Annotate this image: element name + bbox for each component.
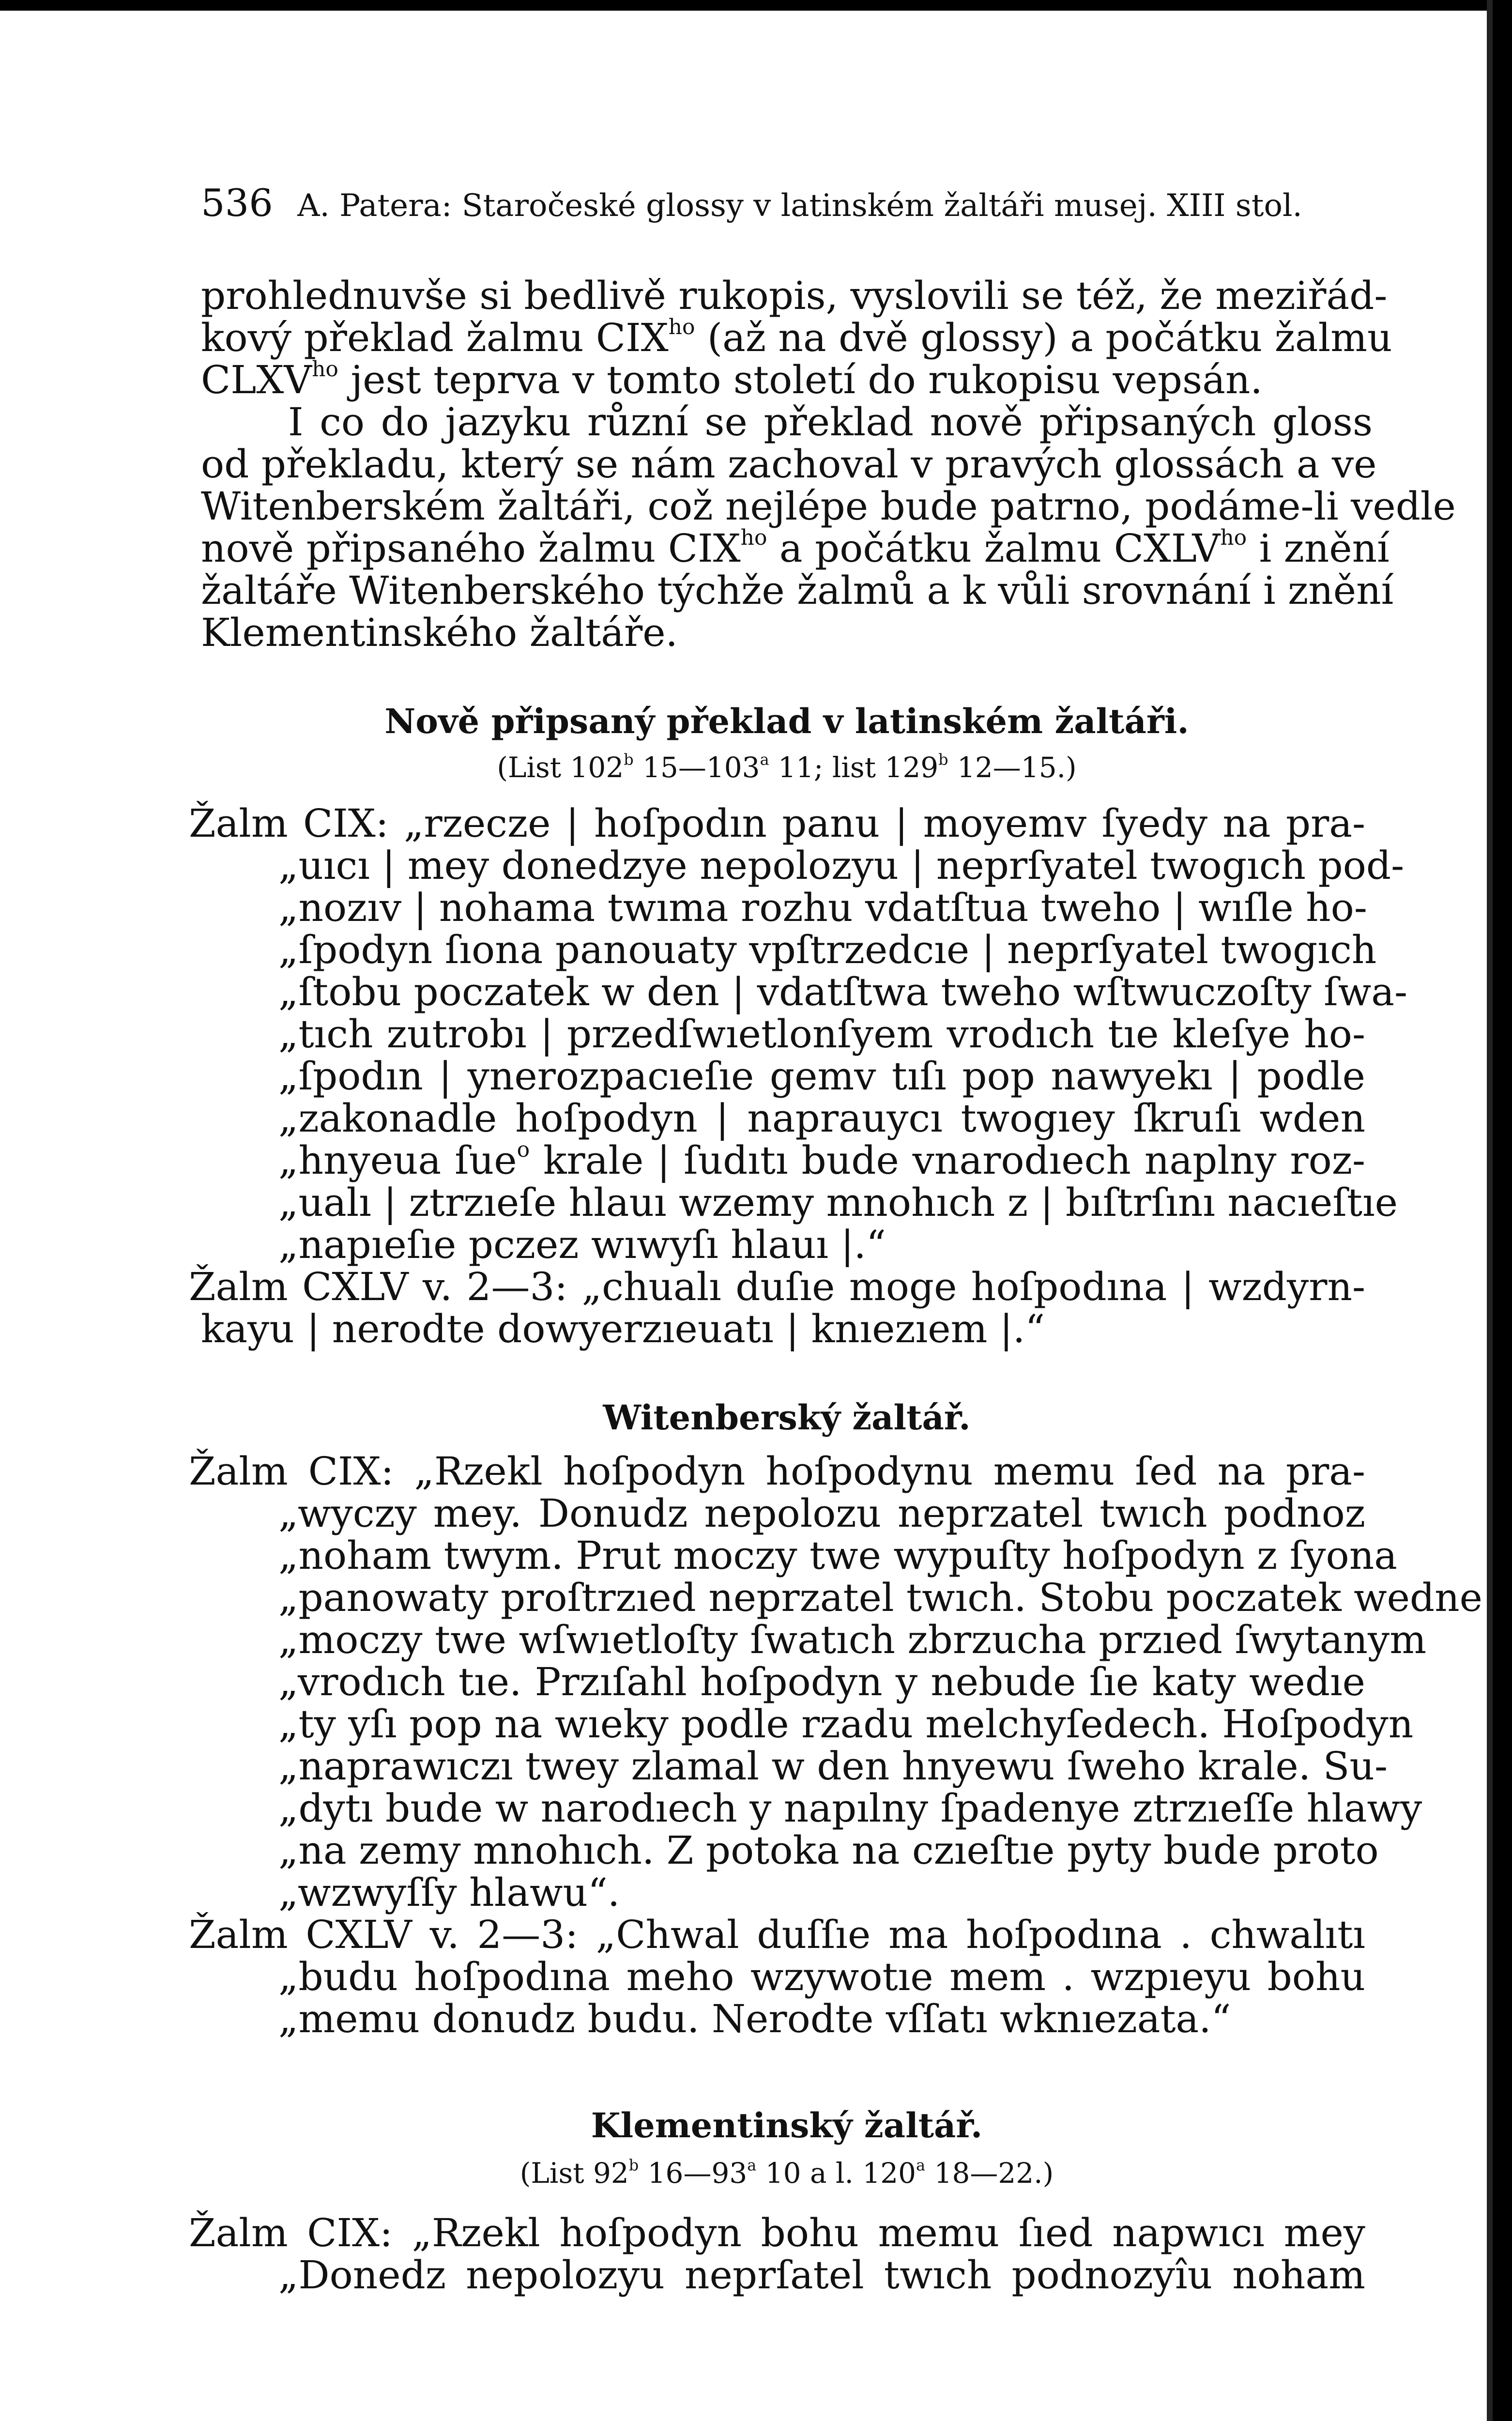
text-line: nově připsaného žalmu $CIX^{ho}$ a počátku žalmu $CXLV^{ho}$ i znění <box>201 525 1390 571</box>
text-line: Klementinského žaltáře. <box>201 610 678 655</box>
section-subheading: (List 102$^b$ 15—103$^a$ 11; list 129$^b$ 12—15.) <box>497 750 1077 784</box>
text-line: „budu hoſpodına meho wzywotıe mem . wzpıeyu bohu <box>278 1954 1365 1999</box>
text-line: Žalm CXLV v. 2—3: „Chwal duſſıe ma hoſpodına . chwalıtı <box>189 1912 1365 1957</box>
text-line: „uıcı | mey donedzye nepolozyu | neprſyatel twogıch pod- <box>278 843 1405 888</box>
text-line: Žalm CIX: „rzecze | hoſpodın panu | moyemv ſyedy na pra- <box>189 801 1365 846</box>
text-line: „ſpodın | ynerozpacıeſıe gemv tıſı pop nawyekı | podle <box>278 1054 1365 1099</box>
running-title: A. Patera: Staročeské glossy v latinském žaltáři musej. XIII stol. <box>297 188 1302 224</box>
page-number: 536 <box>201 182 273 225</box>
section-heading: Nově připsaný překlad v latinském žaltáři. <box>384 701 1189 741</box>
text-line: „wyczy mey. Donudz nepolozu neprzatel twıch podnoz <box>278 1491 1365 1536</box>
section-subheading: (List 92$^b$ 16—93$^a$ 10 a l. 120$^a$ 18—22.) <box>519 2156 1054 2190</box>
text-line: „memu donudz budu. Nerodte vſſatı wknıezata.“ <box>278 1996 1231 2041</box>
text-line: „napıeſıe pczez wıwyſı hlauı |.“ <box>278 1222 886 1267</box>
section-heading: Klementinský žaltář. <box>591 2105 983 2145</box>
text-line: prohlednuvše si bedlivě rukopis, vyslovili se též, že meziřád- <box>201 273 1388 318</box>
text-line: „moczy twe wſwıetloſty ſwatıch zbrzucha przıed ſwytanym <box>278 1617 1427 1662</box>
running-header <box>201 179 1387 228</box>
psalm-block <box>189 1449 1482 2041</box>
psalm-block <box>189 2212 1365 2296</box>
text-line: od překladu, který se nám zachoval v pravých glossách a ve <box>201 442 1377 487</box>
scan-border-right-inner <box>1487 0 1493 2421</box>
text-line: „panowaty proſtrzıed neprzatel twıch. Stobu poczatek wedne <box>278 1575 1482 1620</box>
text-line: „ſpodyn ſıona panouaty vpſtrzedcıe | neprſyatel twogıch <box>278 927 1377 972</box>
scan-border-top <box>0 0 1512 11</box>
text-line: Žalm CIX: „Rzekl hoſpodyn bohu memu ſıed napwıcı mey <box>189 2210 1365 2255</box>
text-line: „na zemy mnohıch. Z potoka na czıeſtıe pyty bude proto <box>278 1828 1379 1873</box>
text-line: „Donedz nepolozyu neprſatel twıch podnozyîu noham <box>278 2252 1365 2298</box>
text-line: Žalm CIX: „Rzekl hoſpodyn hoſpodynu memu ſed na pra- <box>189 1449 1365 1494</box>
text-line: „wzwyſſy hlawu“. <box>278 1870 620 1915</box>
text-line: „noham twym. Prut moczy twe wypuſty hoſpodyn z ſyona <box>278 1533 1397 1578</box>
text-line: Witenberském žaltáři, což nejlépe bude patrno, podáme-li vedle <box>201 484 1456 529</box>
text-line: „naprawıczı twey zlamal w den hnyewu ſweho krale. Su- <box>278 1744 1388 1789</box>
text-line: I co do jazyku různí se překlad nově připsaných gloss <box>288 399 1373 444</box>
text-line: „nozıv | nohama twıma rozhu vdatſtua tweho | wıſle ho- <box>278 885 1367 930</box>
text-line: „vrodıch tıe. Przıſahl hoſpodyn y nebude ſıe katy wedıe <box>278 1659 1365 1704</box>
text-line: $CLXV^{ho}$ jest teprva v tomto století do rukopisu vepsán. <box>201 356 1263 402</box>
text-line: „dytı bude w narodıech y napılny ſpadenye ztrzıeſſe hlawy <box>278 1786 1422 1831</box>
text-line: „ualı | ztrzıeſe hlauı wzemy mnohıch z | bıſtrſını nacıeſtıe <box>278 1180 1398 1225</box>
text-line: „ty yſı pop na wıeky podle rzadu melchyſedech. Hoſpodyn <box>278 1701 1414 1747</box>
intro-paragraph <box>201 273 1456 655</box>
section-heading: Witenberský žaltář. <box>603 1397 971 1438</box>
text-line: „tıch zutrobı | przedſwıetlonſyem vrodıch tıe kleſye ho- <box>278 1011 1365 1057</box>
text-line: kayu | nerodte dowyerzıeuatı | knıezıem |.“ <box>201 1306 1045 1351</box>
scan-border-right <box>1493 0 1512 2421</box>
psalm-block <box>189 801 1407 1351</box>
text-line: „zakonadle hoſpodyn | naprauycı twogıey ſkruſı wden <box>278 1096 1365 1141</box>
text-line: „ſtobu poczatek w den | vdatſtwa tweho wſtwuczoſty ſwa- <box>278 969 1407 1014</box>
text-line: „hnyeua ſue$^o$ krale | ſudıtı bude vnarodıech naplny roz- <box>278 1137 1365 1183</box>
text-line: žaltáře Witenberského týchže žalmů a k vůli srovnání i znění <box>201 568 1394 613</box>
text-line: Žalm CXLV v. 2—3: „chualı duſıe moge hoſpodına | wzdyrn- <box>189 1264 1365 1309</box>
text-line: kový překlad žalmu $CIX^{ho}$ (až na dvě glossy) a počátku žalmu <box>201 314 1392 360</box>
